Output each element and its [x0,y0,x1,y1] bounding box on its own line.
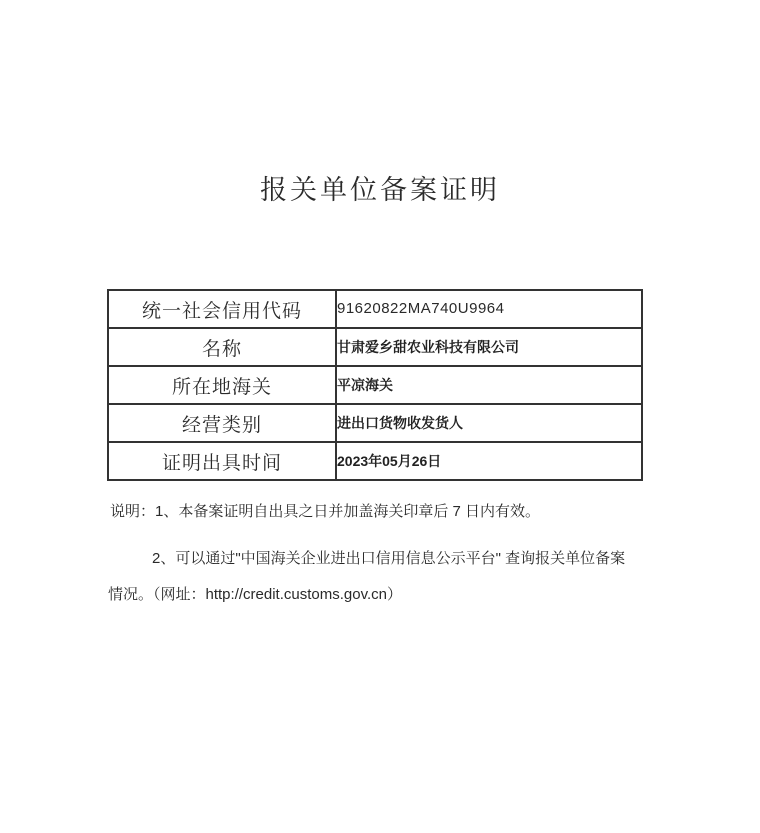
row-label-company-name: 名称 [108,328,336,366]
note-validity: 说明：1、本备案证明自出具之日并加盖海关印章后 7 日内有效。 [110,503,541,520]
certificate-table [107,289,643,481]
document-title: 报关单位备案证明 [260,175,500,205]
row-value-business-category: 进出口货物收发货人 [337,415,463,431]
row-value-issue-date: 2023年05月26日 [337,453,442,469]
table-row [108,442,642,480]
table-row [108,404,642,442]
note-query-url: 情况。（网址：http://credit.customs.gov.cn） [108,585,402,603]
table-row [108,366,642,404]
table-row [108,328,642,366]
row-label-issue-date: 证明出具时间 [108,442,336,480]
row-label-business-category: 经营类别 [108,404,336,442]
row-value-customs-office: 平凉海关 [337,377,393,393]
note-query-platform: 2、可以通过"中国海关企业进出口信用信息公示平台" 查询报关单位备案 [152,549,626,567]
row-label-credit-code: 统一社会信用代码 [108,290,336,328]
table-row [108,290,642,328]
row-label-customs-office: 所在地海关 [108,366,336,404]
row-value-credit-code: 91620822MA740U9964 [337,300,505,317]
notes-section [110,503,658,604]
row-value-company-name: 甘肃爱乡甜农业科技有限公司 [337,339,519,355]
